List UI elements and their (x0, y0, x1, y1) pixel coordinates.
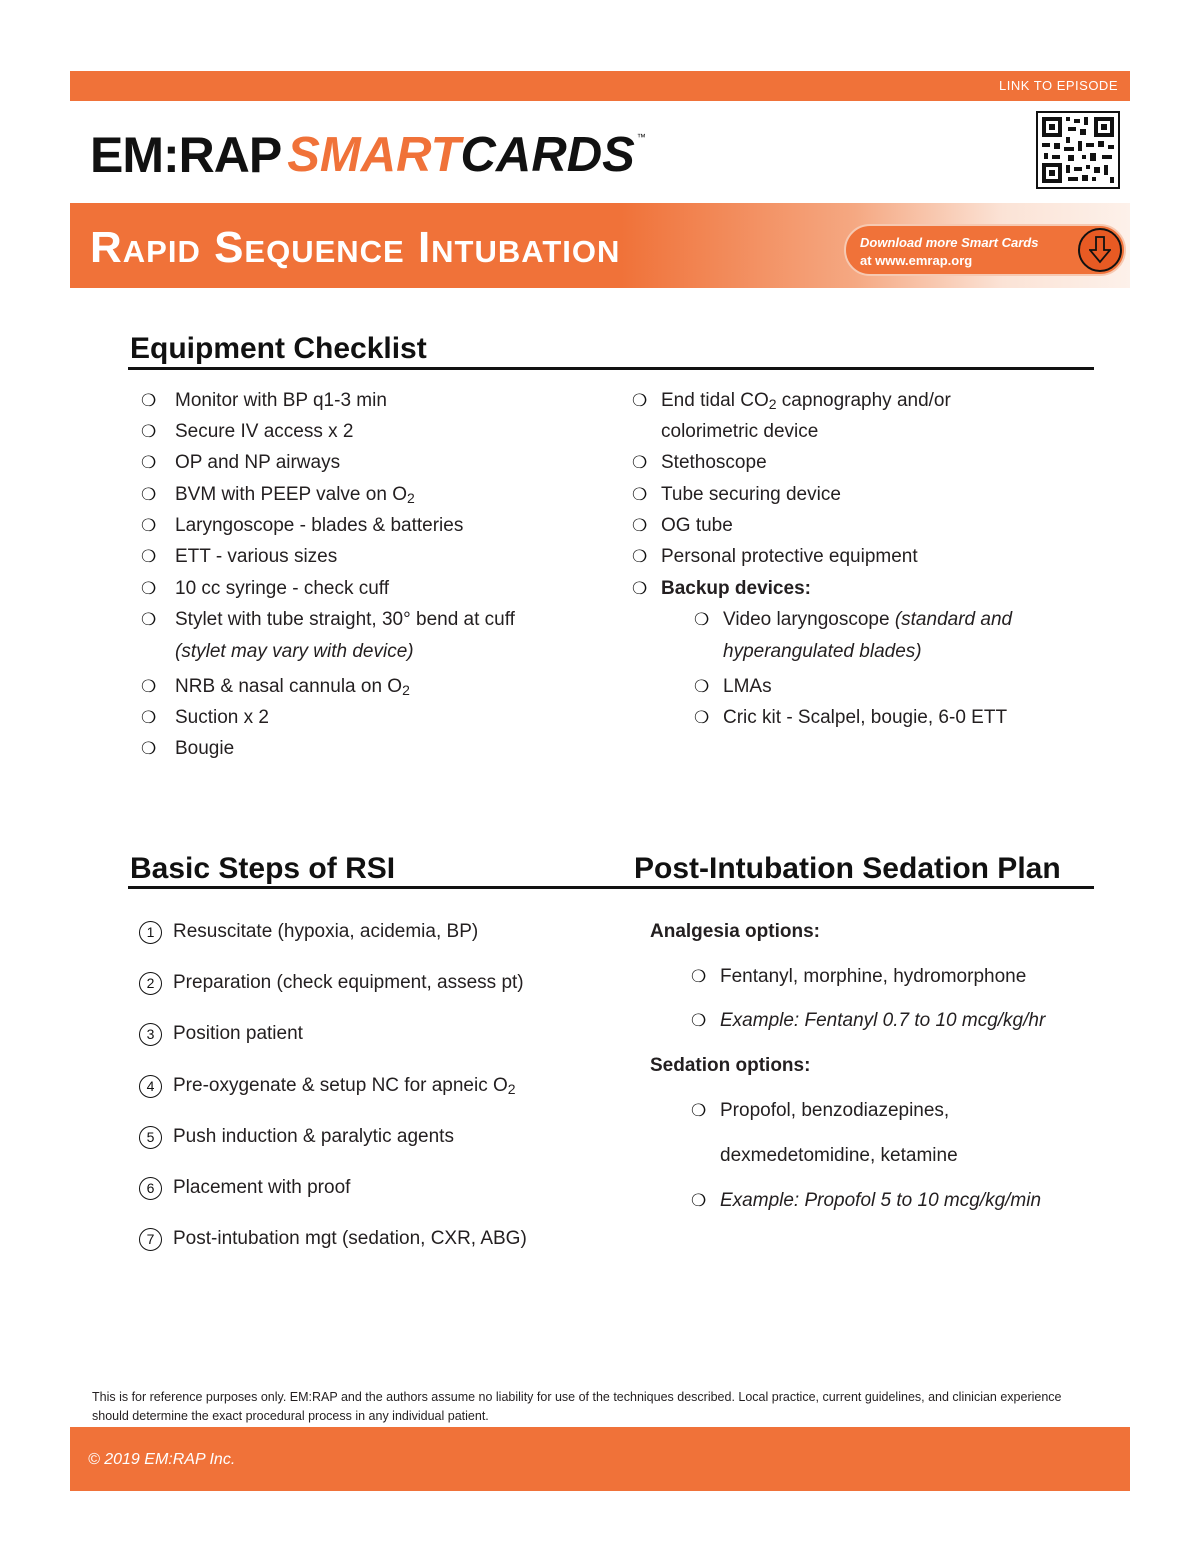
backup-device-note: (standard and (894, 609, 1013, 630)
item-text: Post-intubation mgt (sedation, CXR, ABG) (173, 1228, 527, 1250)
equipment-item (175, 706, 269, 730)
checkbox-bullet-icon: ❍ (141, 391, 157, 410)
checkbox-bullet-icon: ❍ (691, 1011, 707, 1030)
qr-code-icon[interactable] (1036, 111, 1120, 189)
item-text: Secure IV access x 2 (175, 421, 354, 442)
item-text: Placement with proof (173, 1177, 351, 1198)
equipment-item (661, 483, 841, 507)
item-text: Pre-oxygenate & setup NC for apneic O (173, 1074, 508, 1096)
checkbox-bullet-icon: ❍ (141, 547, 157, 566)
item-text: Resuscitate (hypoxia, acidemia, BP) (173, 921, 479, 942)
item-text: Propofol, benzodiazepines, (720, 1100, 950, 1121)
analgesia-option (720, 965, 1026, 989)
subscript-text: 2 (406, 490, 415, 506)
equipment-item (175, 608, 515, 632)
copyright-text: © 2019 EM:RAP Inc. (88, 1451, 236, 1468)
item-text: Preparation (check equipment, assess pt) (173, 972, 524, 994)
equipment-item (175, 737, 234, 761)
download-text-line1: Download more Smart Cards (860, 235, 1039, 250)
item-text: Push induction & paralytic agents (173, 1125, 454, 1147)
sedation-option (720, 1099, 949, 1123)
checkbox-bullet-icon: ❍ (691, 1191, 707, 1210)
backup-device-continued: hyperangulated blades) (723, 641, 922, 662)
item-text: Stylet with tube straight, 30° bend at cuff (175, 609, 515, 630)
equipment-item (661, 514, 733, 538)
checkbox-bullet-icon: ❍ (632, 516, 648, 535)
logo-cards-text: CARDS (460, 128, 635, 182)
equipment-item (661, 389, 951, 416)
checkbox-bullet-icon: ❍ (632, 391, 648, 410)
item-text: LMAs (723, 676, 772, 697)
equipment-item (661, 451, 767, 475)
sedation-label: Sedation options: (650, 1055, 811, 1076)
equipment-item (175, 389, 387, 413)
checkbox-bullet-icon: ❍ (694, 677, 710, 696)
item-text: OG tube (661, 515, 733, 536)
item-text: Monitor with BP q1-3 min (175, 390, 387, 411)
checkbox-bullet-icon: ❍ (141, 422, 157, 441)
logo-emrap-text: EM:RAP (90, 127, 282, 183)
item-text: 10 cc syringe - check cuff (175, 578, 390, 599)
footer-bar (70, 1427, 1130, 1491)
checkbox-bullet-icon: ❍ (141, 516, 157, 535)
basic-steps-heading: Basic Steps of RSI (130, 852, 396, 885)
item-text-after: capnography and/or (776, 390, 951, 411)
checkbox-bullet-icon: ❍ (691, 967, 707, 986)
step-item (173, 1074, 516, 1101)
item-text: NRB & nasal cannula on O (175, 676, 403, 697)
item-text: Suction x 2 (175, 707, 269, 728)
item-text: Tube securing device (661, 484, 841, 505)
qr-code-graphic (1038, 113, 1118, 187)
item-text: Example: Propofol 5 to 10 mcg/kg/min (720, 1190, 1042, 1211)
subscript-text: 2 (507, 1080, 516, 1097)
checkbox-bullet-icon: ❍ (694, 610, 710, 629)
item-text: Backup devices: (661, 578, 811, 599)
step-item (173, 1176, 350, 1200)
item-text: Bougie (175, 738, 235, 759)
step-item (173, 1022, 303, 1046)
step-item (173, 1125, 454, 1149)
step-number-badge: 2 (139, 972, 162, 995)
equipment-item (175, 545, 337, 569)
step-number-badge: 6 (139, 1177, 162, 1200)
step-item (173, 1227, 527, 1251)
download-arrow-icon (1078, 228, 1122, 272)
backup-device-item (723, 608, 1012, 632)
item-text: Laryngoscope - blades & batteries (175, 515, 464, 536)
equipment-item (661, 545, 918, 569)
item-text: Personal protective equipment (661, 546, 918, 567)
equipment-item (661, 577, 811, 601)
checkbox-bullet-icon: ❍ (632, 547, 648, 566)
equipment-item (175, 577, 389, 601)
checkbox-bullet-icon: ❍ (691, 1101, 707, 1120)
sedation-option (720, 1189, 1041, 1213)
sedation-plan-heading: Post-Intubation Sedation Plan (634, 852, 1061, 885)
step-number-badge: 4 (139, 1075, 162, 1098)
analgesia-option (720, 1009, 1045, 1033)
step-item (173, 920, 478, 944)
equipment-item-note: (stylet may vary with device) (175, 641, 414, 662)
item-text: Stethoscope (661, 452, 767, 473)
equipment-item (175, 483, 415, 510)
download-text-line2: at www.emrap.org (860, 253, 973, 268)
logo-smart-text: SMART (287, 128, 461, 182)
step-number-badge: 7 (139, 1228, 162, 1251)
item-text: Fentanyl, morphine, hydromorphone (720, 966, 1027, 987)
checkbox-bullet-icon: ❍ (141, 453, 157, 472)
checkbox-bullet-icon: ❍ (141, 610, 157, 629)
emrap-smart-cards-logo (90, 122, 646, 182)
item-text: OP and NP airways (175, 452, 341, 473)
item-text: Cric kit - Scalpel, bougie, 6-0 ETT (723, 707, 1008, 728)
item-text: Example: Fentanyl 0.7 to 10 mcg/kg/hr (720, 1010, 1046, 1031)
checkbox-bullet-icon: ❍ (141, 677, 157, 696)
step-item (173, 971, 524, 995)
item-text: End tidal CO (661, 390, 769, 411)
section-divider (128, 367, 1094, 370)
checkbox-bullet-icon: ❍ (632, 579, 648, 598)
backup-device-item (723, 706, 1007, 730)
item-text: Video laryngoscope (723, 609, 895, 630)
section-divider (128, 886, 1094, 889)
checkbox-bullet-icon: ❍ (632, 453, 648, 472)
equipment-item (175, 420, 353, 444)
item-text: BVM with PEEP valve on O (175, 484, 407, 505)
disclaimer-text: This is for reference purposes only. EM:RAP and the authors assume no liability for use of the techniques described. Local practice, current guidelines, and clinician experience should determine the exact procedural process in any individual patient. (92, 1390, 1062, 1423)
logo-trademark: ™ (636, 132, 646, 142)
step-number-badge: 5 (139, 1126, 162, 1149)
top-bar (70, 71, 1130, 101)
checkbox-bullet-icon: ❍ (141, 579, 157, 598)
checkbox-bullet-icon: ❍ (141, 739, 157, 758)
title-band (70, 203, 1130, 288)
backup-device-item (723, 675, 772, 699)
sedation-option-continued: dexmedetomidine, ketamine (720, 1145, 958, 1166)
equipment-item (175, 514, 463, 538)
equipment-item (175, 675, 410, 702)
subscript-text: 2 (402, 682, 410, 698)
link-to-episode[interactable]: LINK TO EPISODE (998, 78, 1118, 93)
subscript-text: 2 (768, 396, 777, 412)
equipment-item-continued: colorimetric device (661, 421, 819, 442)
equipment-item (175, 451, 340, 475)
download-more-button[interactable] (844, 224, 1126, 276)
checkbox-bullet-icon: ❍ (141, 708, 157, 727)
checkbox-bullet-icon: ❍ (141, 485, 157, 504)
checkbox-bullet-icon: ❍ (632, 485, 648, 504)
checkbox-bullet-icon: ❍ (694, 708, 710, 727)
equipment-checklist-heading: Equipment Checklist (130, 332, 427, 365)
step-number-badge: 3 (139, 1023, 162, 1046)
item-text: ETT - various sizes (175, 546, 338, 567)
step-number-badge: 1 (139, 921, 162, 944)
analgesia-label: Analgesia options: (650, 921, 820, 942)
page-title: Rapid Sequence Intubation (90, 223, 621, 272)
item-text: Position patient (173, 1023, 303, 1045)
